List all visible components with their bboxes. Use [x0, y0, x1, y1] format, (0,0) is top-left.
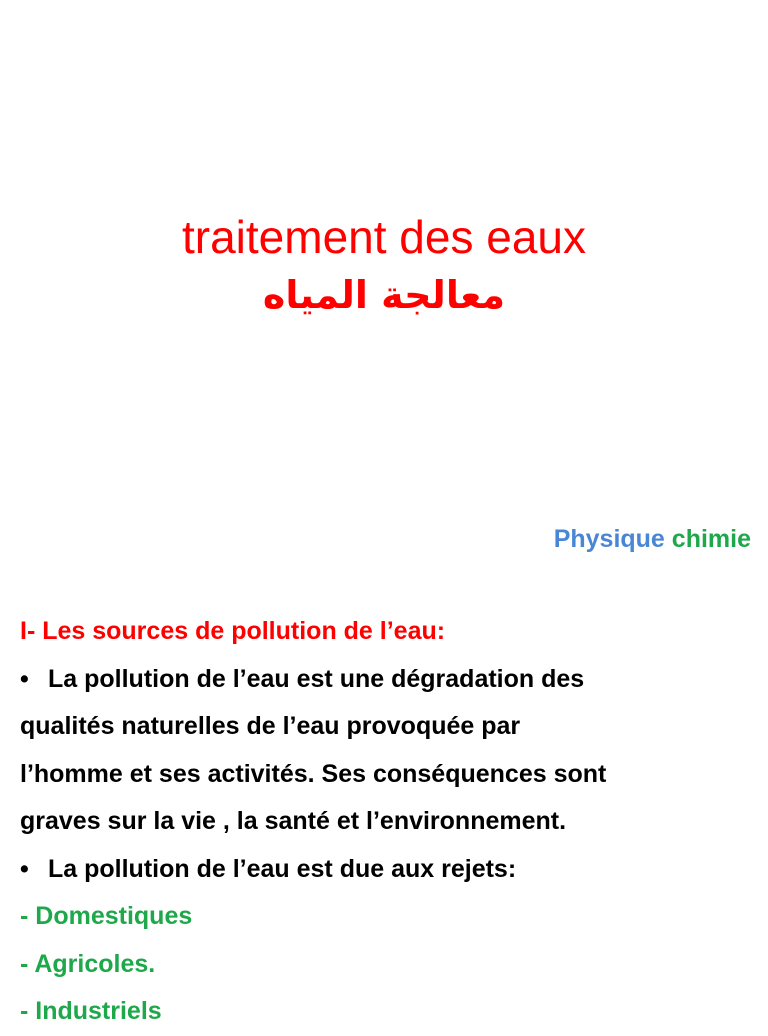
- bullet-1-line-3: l’homme et ses activités. Ses conséquences sont: [20, 759, 607, 788]
- source-item-domestiques: - Domestiques: [20, 902, 193, 930]
- source-item-industriels: - Industriels: [20, 997, 162, 1025]
- subject-word-physique: Physique: [553, 525, 665, 553]
- content-body: [20, 608, 760, 1036]
- title-block: [0, 206, 768, 322]
- bullet-icon: •: [20, 854, 29, 883]
- bullet-2-line: [20, 846, 760, 894]
- subject-word-chimie: chimie: [671, 525, 751, 553]
- bullet-1-line-2: qualités naturelles de l’eau provoquée par: [20, 712, 521, 740]
- bullet-2-text: La pollution de l’eau est due aux rejets:: [48, 854, 517, 883]
- title-arabic: معالجة المياه: [262, 273, 506, 317]
- bullet-1-line-4: graves sur la vie , la santé et l’environnement.: [20, 807, 567, 835]
- subject-label: [554, 521, 751, 557]
- section-heading: I- Les sources de pollution de l’eau:: [20, 617, 446, 645]
- bullet-icon: •: [20, 664, 29, 693]
- title-french: traitement des eaux: [181, 211, 586, 263]
- bullet-1-text-1: La pollution de l’eau est une dégradation des: [48, 664, 585, 693]
- source-item-agricoles: - Agricoles.: [20, 949, 156, 978]
- bullet-1-line-1: [20, 656, 760, 704]
